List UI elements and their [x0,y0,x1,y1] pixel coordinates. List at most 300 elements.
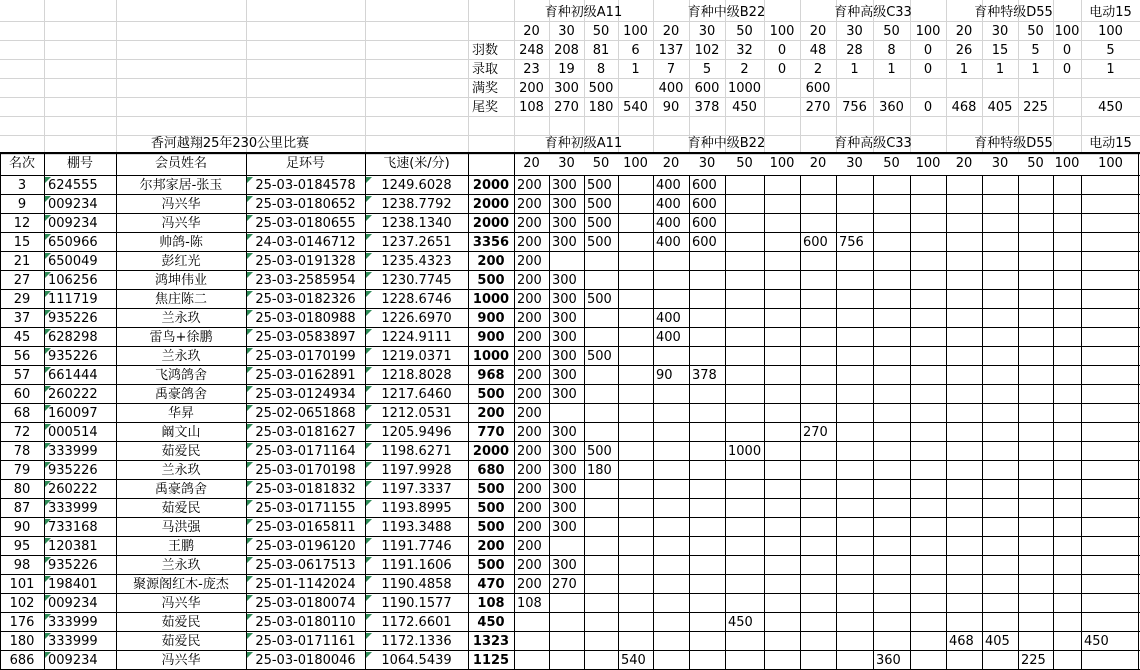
prize-cell[interactable] [800,176,836,195]
prize-cell[interactable] [653,613,689,632]
prize-cell[interactable] [982,328,1018,347]
prize-cell[interactable] [618,461,653,480]
name-cell[interactable]: 茹爱民 [161,501,201,516]
top-sub-header[interactable]: 100 [1098,24,1123,39]
prize-cell[interactable] [1018,290,1053,309]
prize-cell[interactable]: 500 [587,197,612,212]
top-cell[interactable]: 405 [987,100,1013,115]
top-cell[interactable]: 378 [694,100,720,115]
prize-cell[interactable] [1053,366,1081,385]
prize-cell[interactable]: 270 [803,425,828,440]
prize-cell[interactable] [725,385,764,404]
prize-cell[interactable] [725,366,764,385]
top-cell[interactable] [764,98,800,117]
prize-cell[interactable] [836,613,873,632]
prize-cell[interactable] [1018,176,1053,195]
prize-cell[interactable] [1018,480,1053,499]
prize-cell[interactable] [1081,499,1140,518]
prize-cell[interactable] [618,556,653,575]
top-cell[interactable]: 5 [1031,43,1040,58]
prize-cell[interactable] [910,290,946,309]
total-cell[interactable]: 3356 [472,235,510,250]
prize-cell[interactable] [946,499,982,518]
prize-cell[interactable]: 200 [517,558,542,573]
prize-cell[interactable] [910,461,946,480]
prize-cell[interactable] [800,556,836,575]
prize-cell[interactable] [1018,347,1053,366]
prize-cell[interactable] [1018,214,1053,233]
ring-cell[interactable]: 25-03-0617513 [255,558,356,573]
prize-cell[interactable]: 405 [985,634,1010,649]
prize-cell[interactable] [584,556,618,575]
name-cell[interactable]: 兰永玖 [161,349,201,364]
prize-cell[interactable] [982,537,1018,556]
name-cell[interactable]: 禹豪鸽舍 [154,482,207,497]
prize-cell[interactable] [836,328,873,347]
top-sub-header[interactable]: 50 [1027,24,1044,39]
total-cell[interactable]: 2000 [472,216,510,231]
rank-cell[interactable]: 686 [9,653,35,668]
prize-cell[interactable] [1018,423,1053,442]
rank-cell[interactable]: 68 [13,406,31,421]
prize-cell[interactable] [910,347,946,366]
prize-cell[interactable] [1081,613,1140,632]
prize-cell[interactable] [873,461,910,480]
prize-cell[interactable]: 300 [552,520,577,535]
total-cell[interactable]: 1125 [472,653,510,668]
prize-cell[interactable] [1081,271,1140,290]
prize-cell[interactable] [653,290,689,309]
prize-cell[interactable] [910,423,946,442]
top-cell[interactable]: 90 [662,100,680,115]
prize-cell[interactable] [946,651,982,670]
top-cell[interactable] [946,79,982,98]
top-cell[interactable]: 208 [554,43,579,58]
prize-cell[interactable] [1053,575,1081,594]
prize-cell[interactable] [1081,423,1140,442]
shed-cell[interactable]: 333999 [48,634,98,649]
prize-cell[interactable] [653,385,689,404]
top-cell[interactable]: 5 [1106,43,1115,58]
shed-cell[interactable]: 935226 [48,558,98,573]
prize-cell[interactable]: 200 [517,216,542,231]
result-sub-header[interactable]: 30 [698,156,716,171]
prize-cell[interactable] [873,385,910,404]
prize-cell[interactable] [836,290,873,309]
prize-cell[interactable] [764,423,800,442]
prize-cell[interactable] [618,309,653,328]
result-sub-header[interactable]: 20 [523,156,540,171]
rank-cell[interactable]: 80 [13,482,31,497]
rank-cell[interactable]: 45 [13,330,31,345]
prize-cell[interactable] [618,385,653,404]
prize-cell[interactable]: 300 [552,311,577,326]
prize-cell[interactable] [946,309,982,328]
prize-cell[interactable] [764,537,800,556]
prize-cell[interactable] [1081,575,1140,594]
rank-cell[interactable]: 21 [13,254,31,269]
prize-cell[interactable] [800,290,836,309]
prize-cell[interactable] [584,632,618,651]
result-group-header[interactable]: 育种中级B22 [687,136,766,151]
name-cell[interactable]: 雷鸟+徐鹏 [149,330,213,345]
prize-cell[interactable] [982,347,1018,366]
prize-cell[interactable]: 300 [552,235,577,250]
prize-cell[interactable] [618,290,653,309]
prize-cell[interactable] [584,385,618,404]
name-cell[interactable]: 焦庄陈二 [154,292,207,307]
prize-cell[interactable]: 200 [517,311,542,326]
prize-cell[interactable]: 200 [517,254,542,269]
prize-cell[interactable] [1018,461,1053,480]
prize-cell[interactable] [764,404,800,423]
result-sub-header[interactable]: 100 [623,156,648,171]
shed-cell[interactable]: 106256 [48,273,98,288]
prize-cell[interactable]: 600 [692,216,717,231]
speed-cell[interactable]: 1205.9496 [381,425,452,440]
top-cell[interactable]: 15 [991,43,1009,58]
rank-cell[interactable]: 101 [9,577,35,592]
prize-cell[interactable] [910,195,946,214]
prize-cell[interactable] [946,385,982,404]
prize-cell[interactable] [764,309,800,328]
top-cell[interactable]: 600 [694,81,720,96]
prize-cell[interactable] [618,594,653,613]
prize-cell[interactable] [1081,442,1140,461]
prize-cell[interactable] [689,480,725,499]
name-cell[interactable]: 茹爱民 [161,615,201,630]
shed-cell[interactable]: 009234 [48,197,98,212]
prize-cell[interactable]: 360 [876,653,901,668]
result-sub-header[interactable]: 20 [662,156,680,171]
top-sub-header[interactable]: 100 [1054,24,1080,39]
speed-cell[interactable]: 1235.4323 [381,254,452,269]
prize-cell[interactable] [689,461,725,480]
top-cell[interactable]: 0 [1062,62,1072,77]
prize-cell[interactable] [1081,252,1140,271]
prize-cell[interactable] [873,575,910,594]
prize-cell[interactable] [800,480,836,499]
prize-cell[interactable] [800,537,836,556]
top-sub-header[interactable]: 30 [846,24,863,39]
prize-cell[interactable] [1018,195,1053,214]
result-sub-header[interactable]: 20 [955,156,973,171]
column-header[interactable]: 会员姓名 [154,156,207,171]
prize-cell[interactable] [982,214,1018,233]
ring-cell[interactable]: 25-03-0180652 [255,197,356,212]
prize-cell[interactable] [800,347,836,366]
prize-cell[interactable] [1081,176,1140,195]
prize-cell[interactable] [1081,214,1140,233]
top-cell[interactable]: 270 [805,100,831,115]
prize-cell[interactable] [946,328,982,347]
prize-cell[interactable] [1018,328,1053,347]
name-cell[interactable]: 兰永玖 [161,311,201,326]
top-sub-header[interactable]: 50 [736,24,753,39]
total-cell[interactable]: 500 [477,501,505,516]
prize-cell[interactable] [836,404,873,423]
prize-cell[interactable] [618,575,653,594]
ring-cell[interactable]: 25-03-0171164 [255,444,356,459]
prize-cell[interactable] [1081,480,1140,499]
top-cell[interactable]: 81 [592,43,610,58]
total-cell[interactable]: 470 [477,577,505,592]
prize-cell[interactable] [764,651,800,670]
ring-cell[interactable]: 25-03-0181627 [255,425,356,440]
prize-cell[interactable] [873,423,910,442]
shed-cell[interactable]: 333999 [48,501,98,516]
prize-cell[interactable] [910,328,946,347]
prize-cell[interactable] [982,499,1018,518]
prize-cell[interactable] [800,328,836,347]
prize-cell[interactable] [1053,613,1081,632]
prize-cell[interactable] [982,385,1018,404]
prize-cell[interactable] [1081,461,1140,480]
name-cell[interactable]: 马洪强 [161,520,201,535]
top-cell[interactable]: 8 [596,62,606,77]
rank-cell[interactable]: 15 [13,235,31,250]
prize-cell[interactable] [1053,195,1081,214]
prize-cell[interactable] [836,385,873,404]
prize-cell[interactable] [689,290,725,309]
prize-cell[interactable]: 300 [552,463,577,478]
prize-cell[interactable] [1081,309,1140,328]
prize-cell[interactable]: 200 [517,368,542,383]
total-cell[interactable]: 500 [477,558,505,573]
prize-cell[interactable] [873,233,910,252]
prize-cell[interactable] [946,556,982,575]
prize-cell[interactable] [982,575,1018,594]
prize-cell[interactable]: 400 [656,330,681,345]
rank-cell[interactable]: 29 [13,292,31,307]
rank-cell[interactable]: 72 [13,425,31,440]
prize-cell[interactable]: 600 [803,235,828,250]
top-cell[interactable] [618,79,653,98]
prize-cell[interactable]: 90 [656,368,673,383]
top-cell[interactable]: 28 [846,43,863,58]
rank-cell[interactable]: 98 [13,558,31,573]
prize-cell[interactable] [800,651,836,670]
ring-cell[interactable]: 25-03-0171155 [255,501,356,516]
top-cell[interactable]: 102 [694,43,720,58]
prize-cell[interactable] [584,480,618,499]
prize-cell[interactable]: 540 [621,653,646,668]
race-title[interactable]: 香河越翔25年230公里比赛 [150,136,310,151]
total-cell[interactable]: 500 [477,482,505,497]
prize-cell[interactable] [618,423,653,442]
prize-cell[interactable] [800,575,836,594]
prize-cell[interactable] [1081,290,1140,309]
speed-cell[interactable]: 1238.1340 [381,216,452,231]
top-group-header[interactable]: 育种中级B22 [687,5,766,20]
prize-cell[interactable] [764,328,800,347]
shed-cell[interactable]: 260222 [48,482,98,497]
prize-cell[interactable] [1018,575,1053,594]
rank-cell[interactable]: 3 [17,178,27,193]
top-cell[interactable]: 1 [995,62,1005,77]
prize-cell[interactable] [618,252,653,271]
ring-cell[interactable]: 25-03-0196120 [255,539,356,554]
prize-cell[interactable] [689,404,725,423]
prize-cell[interactable]: 300 [552,444,577,459]
speed-cell[interactable]: 1219.0371 [381,349,452,364]
speed-cell[interactable]: 1172.1336 [381,634,452,649]
rank-cell[interactable]: 78 [13,444,31,459]
total-cell[interactable]: 500 [477,273,505,288]
prize-cell[interactable] [982,442,1018,461]
prize-cell[interactable] [764,233,800,252]
prize-cell[interactable] [1081,366,1140,385]
prize-cell[interactable] [618,613,653,632]
prize-cell[interactable]: 500 [587,292,612,307]
prize-cell[interactable] [910,651,946,670]
total-cell[interactable]: 2000 [472,197,510,212]
prize-cell[interactable] [1053,461,1081,480]
prize-cell[interactable]: 200 [517,197,542,212]
result-sub-header[interactable]: 20 [809,156,827,171]
prize-cell[interactable]: 400 [656,235,681,250]
ring-cell[interactable]: 25-03-0184578 [255,178,356,193]
prize-cell[interactable] [653,252,689,271]
prize-cell[interactable] [725,214,764,233]
speed-cell[interactable]: 1193.8995 [381,501,452,516]
prize-cell[interactable] [725,271,764,290]
prize-cell[interactable] [549,252,584,271]
ring-cell[interactable]: 23-03-2585954 [255,273,356,288]
ring-cell[interactable]: 25-03-0165811 [255,520,356,535]
prize-cell[interactable] [873,309,910,328]
prize-cell[interactable] [836,461,873,480]
result-sub-header[interactable]: 100 [769,156,795,171]
shed-cell[interactable]: 120381 [48,539,98,554]
prize-cell[interactable] [982,309,1018,328]
prize-cell[interactable] [764,290,800,309]
top-cell[interactable]: 756 [842,100,867,115]
prize-cell[interactable] [618,499,653,518]
top-cell[interactable]: 26 [955,43,973,58]
prize-cell[interactable] [910,366,946,385]
shed-cell[interactable]: 733168 [48,520,98,535]
result-group-header[interactable]: 电动15 [1089,136,1132,151]
ring-cell[interactable]: 24-03-0146712 [255,235,356,250]
prize-cell[interactable] [873,404,910,423]
name-cell[interactable]: 冯兴华 [161,216,201,231]
prize-cell[interactable] [1081,404,1140,423]
prize-cell[interactable] [982,252,1018,271]
prize-cell[interactable] [910,575,946,594]
top-cell[interactable]: 1000 [727,81,762,96]
prize-cell[interactable]: 200 [517,406,542,421]
ring-cell[interactable]: 25-03-0170198 [255,463,356,478]
prize-cell[interactable] [549,537,584,556]
prize-cell[interactable] [910,442,946,461]
prize-cell[interactable] [584,271,618,290]
top-cell[interactable]: 6 [631,43,640,58]
prize-cell[interactable] [689,271,725,290]
result-sub-header[interactable]: 100 [915,156,941,171]
prize-cell[interactable] [584,309,618,328]
speed-cell[interactable]: 1191.7746 [381,539,452,554]
result-sub-header[interactable]: 100 [1098,156,1123,171]
total-cell[interactable]: 968 [477,368,505,383]
shed-cell[interactable]: 009234 [48,596,98,611]
top-cell[interactable] [836,79,873,98]
prize-cell[interactable]: 400 [656,311,681,326]
prize-cell[interactable] [873,195,910,214]
prize-cell[interactable] [1053,347,1081,366]
prize-cell[interactable]: 300 [552,425,577,440]
prize-cell[interactable] [689,252,725,271]
prize-cell[interactable] [725,632,764,651]
speed-cell[interactable]: 1190.4858 [381,577,452,592]
total-cell[interactable]: 770 [477,425,505,440]
prize-cell[interactable] [653,651,689,670]
prize-cell[interactable] [1053,556,1081,575]
prize-cell[interactable] [764,594,800,613]
prize-cell[interactable] [1053,594,1081,613]
prize-cell[interactable] [725,290,764,309]
prize-cell[interactable] [1081,233,1140,252]
prize-cell[interactable] [618,442,653,461]
name-cell[interactable]: 聚源阁红木-庞杰 [133,577,229,592]
prize-cell[interactable] [946,518,982,537]
prize-cell[interactable] [689,347,725,366]
rank-cell[interactable]: 9 [17,197,27,212]
prize-cell[interactable] [1018,442,1053,461]
prize-cell[interactable] [725,575,764,594]
result-sub-header[interactable]: 50 [883,156,900,171]
prize-cell[interactable] [873,214,910,233]
prize-cell[interactable] [1053,423,1081,442]
prize-cell[interactable] [1018,309,1053,328]
prize-cell[interactable]: 450 [728,615,753,630]
top-cell[interactable]: 2 [813,62,823,77]
prize-cell[interactable] [549,594,584,613]
prize-cell[interactable] [873,632,910,651]
name-cell[interactable]: 尔邦家居-张玉 [139,178,223,193]
prize-cell[interactable]: 400 [656,197,681,212]
prize-cell[interactable] [1053,385,1081,404]
prize-cell[interactable] [910,632,946,651]
prize-cell[interactable] [946,480,982,499]
result-sub-header[interactable]: 30 [558,156,575,171]
prize-cell[interactable] [725,537,764,556]
total-cell[interactable]: 200 [477,539,505,554]
speed-cell[interactable]: 1238.7792 [381,197,452,212]
total-cell[interactable]: 1323 [472,634,510,649]
top-cell[interactable] [873,79,910,98]
prize-cell[interactable] [873,480,910,499]
top-sub-header[interactable]: 50 [592,24,610,39]
prize-cell[interactable] [1081,537,1140,556]
prize-cell[interactable]: 400 [656,216,681,231]
prize-cell[interactable] [800,499,836,518]
prize-cell[interactable] [946,537,982,556]
ring-cell[interactable]: 25-03-0180988 [255,311,356,326]
prize-cell[interactable] [982,233,1018,252]
prize-cell[interactable] [836,442,873,461]
prize-cell[interactable] [1053,442,1081,461]
ring-cell[interactable]: 25-02-0651868 [255,406,356,421]
prize-cell[interactable] [800,214,836,233]
prize-cell[interactable] [910,404,946,423]
top-cell[interactable]: 468 [951,100,977,115]
prize-cell[interactable] [910,480,946,499]
prize-cell[interactable] [689,556,725,575]
prize-cell[interactable] [1081,385,1140,404]
top-sub-header[interactable]: 20 [523,24,540,39]
prize-cell[interactable] [946,575,982,594]
